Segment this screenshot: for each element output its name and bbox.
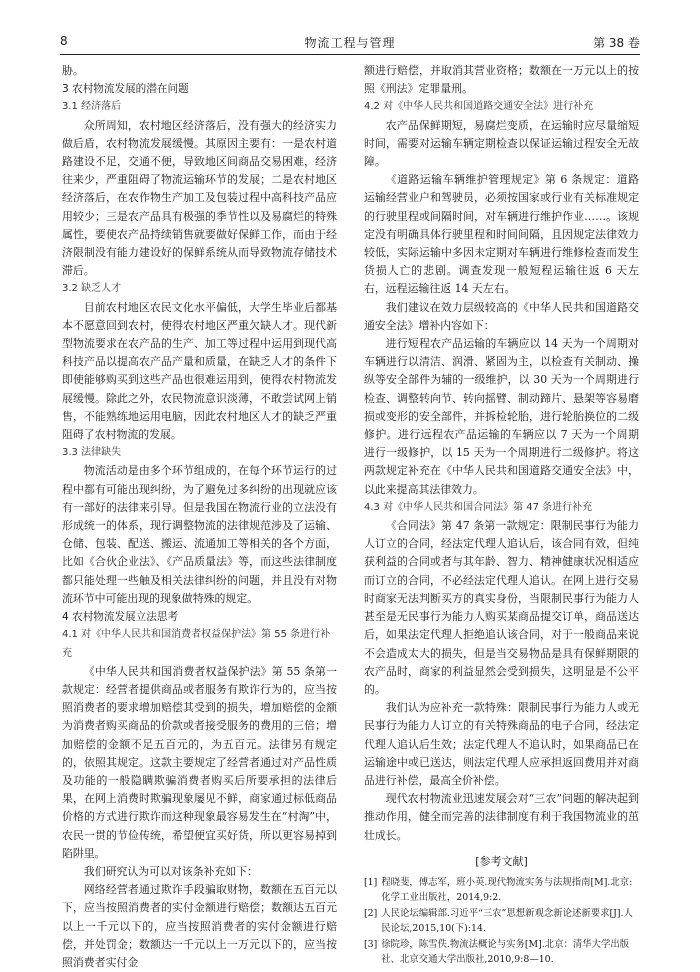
reference-text: 程晓斐，傅志军，班小英.现代物流实务与法规指南[M].北京:化学工业出版社，2014,9:2. — [381, 876, 633, 904]
section-heading: 3 农村物流发展的潜在问题 — [62, 83, 189, 96]
left-column — [62, 62, 337, 972]
paragraph: 目前农村地区农民文化水平偏低，大学生毕业后都基本不愿意回到农村，使得农村地区严重欠缺人才。现代新型物流要求在农产品的生产、加工等过程中运用到现代高科技产品以提高农产品产量和质量，在缺乏人才的条件下即使能够购买到这些产品也很难运用到，使得农村物流发展缓慢。除此之外，农民物流意识淡薄，不敢尝试网上销售，不能熟练地运用电脑，因此农村地区人才的缺乏严重阻碍了农村物流的发展。 — [62, 300, 337, 442]
paragraph: 现代农村物流业迅速发展会对“三农”问题的解决起到推动作用，健全而完善的法律制度有利于我国物流业的茁壮成长。 — [364, 792, 639, 842]
reference-number: [2] — [364, 907, 378, 919]
paragraph: 我们认为应补充一款特殊：限制民事行为能力人或无民事行为能力人订立的有关特殊商品的电子合同，经法定代理人追认后生效；法定代理人不追认时，如果商品已在运输途中或已送达，则法定代理人应承担返回费用并对商品进行补偿，最高全价补偿。 — [364, 701, 639, 787]
reference-item — [364, 906, 639, 937]
reference-item — [364, 937, 639, 968]
paragraph: 物流活动是由多个环节组成的，在每个环节运行的过程中都有可能出现纠纷，为了避免过多纠纷的出现就应该有一部好的法律来引导。但是我国在物流行业的立法没有形成统一的体系，现行调整物流的法律规范涉及了运输、仓储、包装、配送、搬运、流通加工等相关的各个方面，比如《合伙企业法》、《产品质量法》等，而这些法律制度都只能处理一些触及相关法律纠纷的问题，并且没有对物流环节中可能出现的现象做特殊的规定。 — [62, 464, 337, 605]
subsection-heading: 4.1 对《中华人民共和国消费者权益保护法》第 55 条进行补充 — [62, 629, 331, 659]
volume-label: 第 38 卷 — [593, 36, 640, 50]
subsection-heading: 4.3 对《中华人民共和国合同法》第 47 条进行补充 — [364, 501, 593, 513]
paragraph: 《道路运输车辆维护管理规定》第 6 条规定：道路运输经营业户和驾驶员，必须按国家或行业有关标准规定的行驶里程或间隔时间，对车辆进行维护作业……。该规定没有明确具体行驶里程和时间间隔，且因规定法律效力较低，实际运输中多因未定期对车辆进行维修检查而发生货损人亡的悲剧。调查发现一般短程运输往返 6 天左右，远程运输往返 14 天左右。 — [364, 173, 639, 296]
right-column-body — [364, 62, 639, 845]
subsection-heading: 3.2 缺乏人才 — [62, 283, 122, 295]
references-list — [364, 875, 639, 968]
paragraph: 《中华人民共和国消费者权益保护法》第 55 条第一款规定：经营者提供商品或者服务有欺诈行为的，应当按照消费者的要求增加赔偿其受到的损失，增加赔偿的金额为消费者购买商品的价款或者接受服务的费用的三倍；增加赔偿的金额不足五百元的，为五百元。法律另有规定的，依照其规定。这款主要规定了经营者通过对产品性质及功能的一般隐瞒欺骗消费者购买后所要承担的法律后果，在网上消费时欺骗现象屡见不鲜，商家通过标低商品价格的方式进行欺诈而这种现象最容易发生在“村淘”中，农民一贯的节俭传统，希望便宜买好货，所以更容易掉到陷阱里。 — [62, 664, 337, 860]
page-number: 8 — [60, 34, 68, 48]
paragraph: 额进行赔偿，并取消其营业资格；数额在一万元以上的按照《刑法》定罪量刑。 — [364, 64, 639, 96]
paragraph: 胁。 — [62, 64, 84, 77]
journal-title: 物流工程与管理 — [304, 36, 396, 50]
subsection-heading: 3.1 经济落后 — [62, 101, 122, 113]
right-column — [364, 62, 639, 968]
reference-number: [3] — [364, 938, 378, 950]
subsection-heading: 3.3 法律缺失 — [62, 447, 122, 459]
paragraph: 众所周知，农村地区经济落后，没有强大的经济实力做后盾，农村物流发展缓慢。其原因主要有：一是农村道路建设不足，交通不便，导致地区间商品交易困难，经济往来少，严重阻碍了物流运输环节的发展；二是农村地区经济落后，在农作物生产加工及包装过程中高科技产品应用较少；三是农产品具有极强的季节性以及易腐烂的特殊属性，要使农产品持续销售就要做好保鲜工作，而由于经济限制没有能力建设好的保鲜系统从而导致物流存储技术滞后。 — [62, 118, 337, 278]
paragraph: 我们建议在效力层级较高的《中华人民共和国道路交通安全法》增补内容如下： — [364, 300, 639, 332]
subsection-heading: 4.2 对《中华人民共和国道路交通安全法》进行补充 — [364, 101, 594, 113]
reference-number: [1] — [364, 876, 378, 888]
running-header — [60, 34, 640, 52]
paragraph: 进行短程农产品运输的车辆应以 14 天为一个周期对车辆进行以清洁、润滑、紧固为主，以检查有关制动、操纵等安全部件为辅的一级维护，以 30 天为一个周期进行检查、调整转向节、转向摇臂、制动蹄片、悬架等容易磨损或变形的安全部件，并拆检轮胎，进行轮胎换位的二级修护。进行远程农产品运输的车辆应以 7 天为一个周期进行一级修护，以 15 天为一个周期进行二级修护。将这两款规定补充在《中华人民共和国道路交通安全法》中，以此来提高其法律效力。 — [364, 337, 639, 496]
reference-text: 徐院珍，陈雪佚.物流法概论与实务[M].北京：清华大学出版社、北京交通大学出版社,2010,9:8—10. — [381, 938, 630, 966]
header-rule — [60, 54, 640, 55]
references-title: [参考文献] — [475, 854, 528, 868]
paragraph: 我们研究认为可以对该条补充如下： — [83, 864, 259, 878]
section-heading: 4 农村物流发展立法思考 — [62, 611, 179, 624]
reference-text: 人民论坛编辑部.习近平“三农”思想新观念新论述新要求[J].人民论坛,2015,10(下):14. — [381, 907, 633, 935]
reference-item — [364, 875, 639, 906]
paragraph: 网络经营者通过欺诈手段骗取财物，数额在五百元以下，应当按照消费者的实付金额进行赔偿；数额达五百元以上一千元以下的，应当按照消费者的实付金额进行赔偿，并处罚金；数额达一千元以上一万元以下的，应当按照消费者实付金 — [62, 883, 337, 969]
paragraph: 《合同法》第 47 条第一款规定：限制民事行为能力人订立的合同，经法定代理人追认后，该合同有效，但纯获利益的合同或者与其年龄、智力、精神健康状况相适应而订立的合同，不必经法定代理人追认。在网上进行交易时商家无法判断买方的真实身份，当限制民事行为能力人甚至是无民事行为能力人购买某商品提交订单，商品送达后，如果法定代理人拒绝追认该合同，对于一般商品来说不会造成太大的损失，但是当交易物品是具有保鲜期限的农产品时，商家的利益显然会受到损失，这明显是不公平的。 — [364, 519, 639, 696]
paragraph: 农产品保鲜期短，易腐烂变质，在运输时应尽量缩短时间，需要对运输车辆定期检查以保证运输过程安全无故障。 — [364, 118, 639, 169]
